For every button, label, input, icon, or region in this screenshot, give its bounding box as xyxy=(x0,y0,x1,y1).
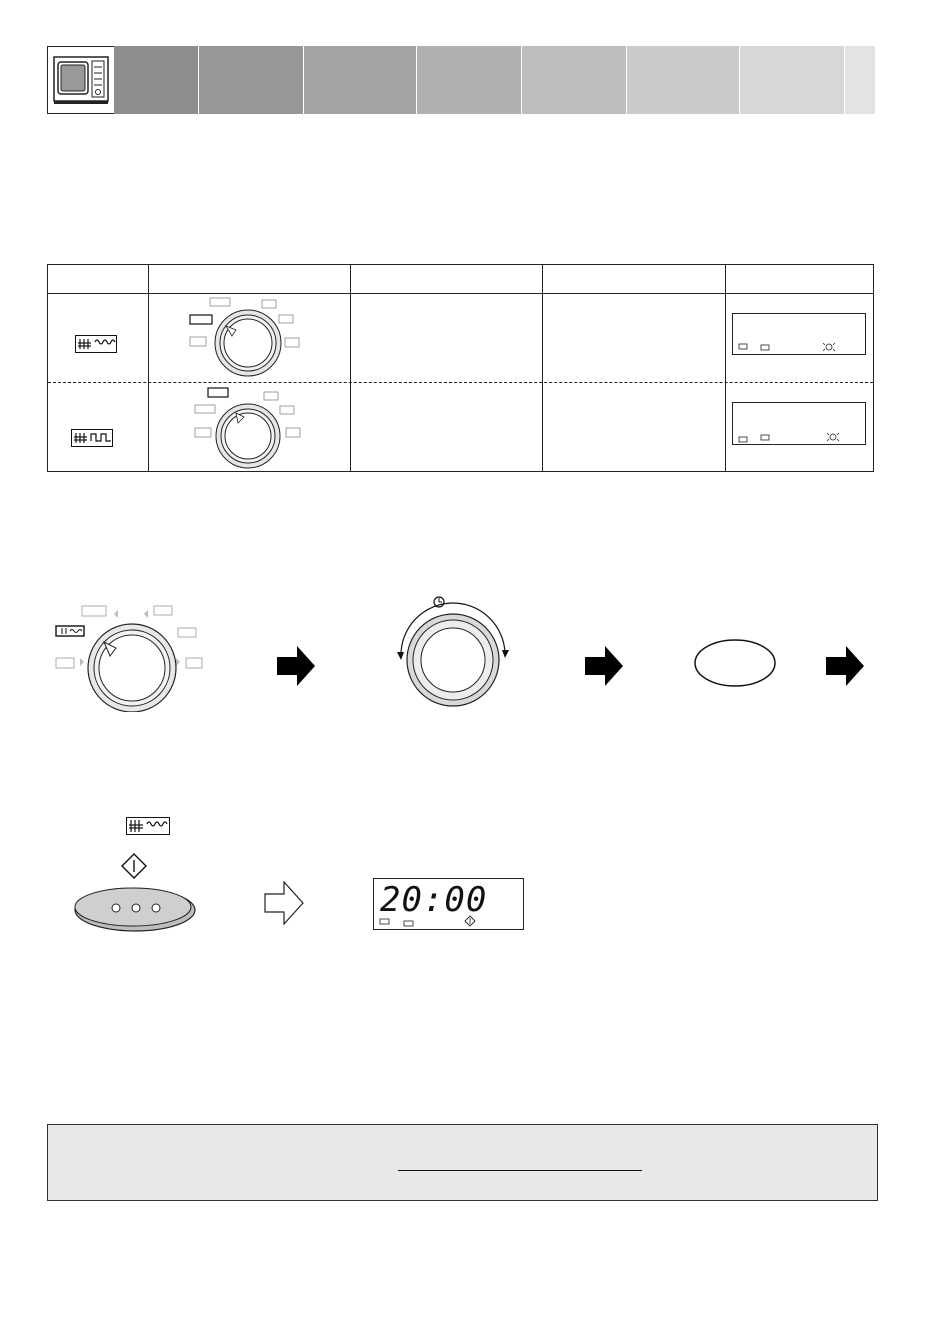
black-arrow-icon xyxy=(826,646,864,691)
lcd-display-icon xyxy=(373,878,524,930)
table-row-divider xyxy=(48,382,873,383)
header-segment xyxy=(845,46,875,114)
note-underline xyxy=(398,1170,642,1171)
mode-table xyxy=(47,264,874,472)
header-segment xyxy=(740,46,844,114)
microwave-oven-icon xyxy=(47,46,115,114)
grill-microwave-icon xyxy=(126,817,170,840)
oval-button-icon[interactable] xyxy=(693,638,777,693)
mode-dial-icon[interactable] xyxy=(52,602,208,717)
black-arrow-icon xyxy=(585,646,623,691)
header-bar xyxy=(47,46,875,114)
table-divider xyxy=(542,265,543,471)
black-arrow-icon xyxy=(277,646,315,691)
header-segment xyxy=(522,46,626,114)
outline-arrow-icon xyxy=(264,881,304,930)
table-divider xyxy=(725,265,726,471)
table-header-divider xyxy=(48,293,873,294)
header-segment xyxy=(417,46,521,114)
mode-dial-icon xyxy=(192,386,322,477)
table-divider xyxy=(350,265,351,471)
note-box xyxy=(47,1124,878,1201)
header-segment xyxy=(114,46,198,114)
lcd-display-icon xyxy=(732,313,866,355)
mode-dial-icon xyxy=(184,296,314,385)
table-divider xyxy=(148,265,149,471)
lcd-display-icon xyxy=(732,402,866,445)
header-segment xyxy=(304,46,416,114)
timer-dial-icon[interactable] xyxy=(393,592,513,719)
header-segment xyxy=(199,46,303,114)
grill-microwave-icon xyxy=(71,429,113,452)
display-time: 20:00 xyxy=(380,880,488,920)
start-diamond-icon xyxy=(120,852,148,885)
start-button-icon[interactable] xyxy=(72,883,198,938)
grill-microwave-icon xyxy=(75,335,117,358)
header-segment xyxy=(627,46,739,114)
